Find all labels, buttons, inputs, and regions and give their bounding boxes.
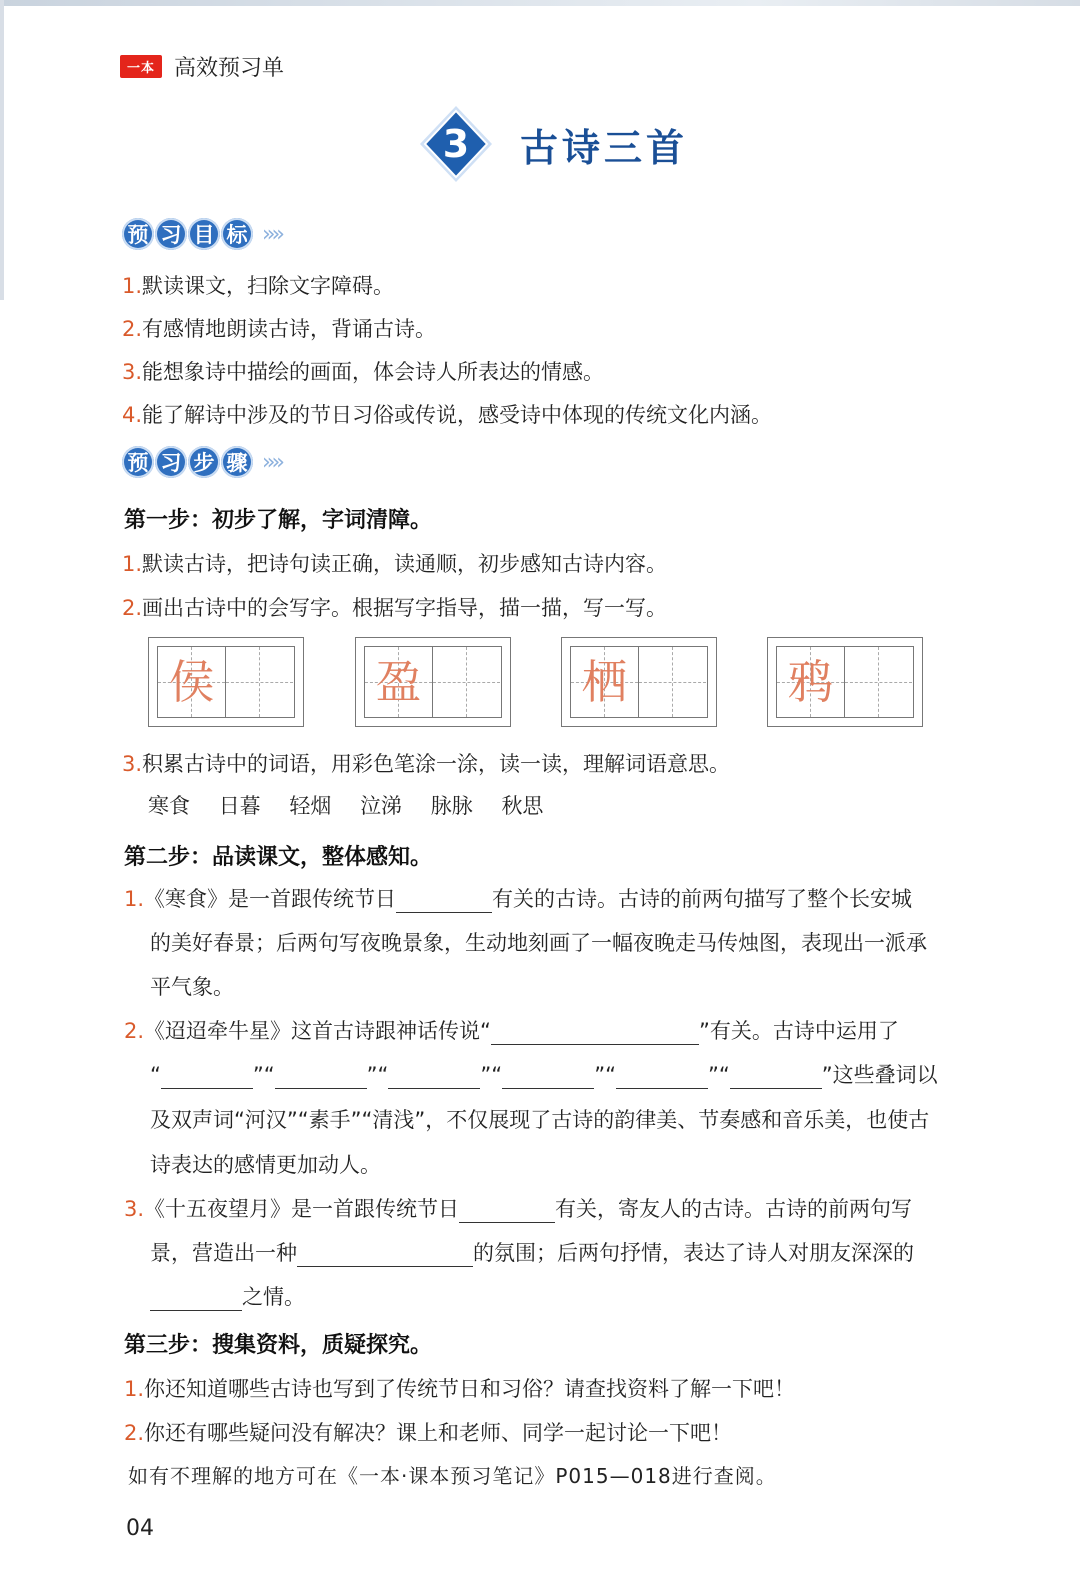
item-text: 有感情地朗读古诗，背诵古诗。 [142,317,437,341]
step1-title: 第一步：初步了解，字词清障。 [124,508,433,533]
goals-section-tag [122,217,281,251]
question-text: 有关，寄友人的古诗。古诗的前两句写 [555,1197,913,1221]
item-number: 1. [124,887,145,911]
item-number: 2. [124,1019,145,1043]
goal-item [122,313,436,343]
answer-blank[interactable] [297,1246,473,1267]
answer-blank[interactable] [396,892,492,913]
vocab-word[interactable]: 泣涕 [360,794,403,818]
step2-q3-line3 [150,1281,305,1311]
reference-note: 如有不理解的地方可在《一本·课本预习笔记》P015—018进行查阅。 [128,1464,777,1488]
tag-char: 骤 [221,446,253,478]
step3-item [124,1373,795,1403]
item-text: 积累古诗中的词语，用彩色笔涂一涂，读一读，理解词语意思。 [142,752,731,776]
vocab-word[interactable]: 寒食 [148,794,190,818]
item-text: 能了解诗中涉及的节日习俗或传说，感受诗中体现的传统文化内涵。 [142,403,773,427]
practice-cell[interactable] [226,647,293,717]
item-number: 3. [124,1197,145,1221]
vocab-list [148,790,565,820]
writing-grid[interactable] [767,637,923,727]
question-text: 《寒食》是一首跟传统节日 [144,887,397,911]
item-text: 默读古诗，把诗句读正确，读通顺，初步感知古诗内容。 [142,552,668,576]
step2-q1-line1 [124,883,912,913]
vocab-word[interactable]: 日暮 [218,794,261,818]
tag-char: 预 [122,446,154,478]
step1-item [122,748,730,778]
question-text: 《迢迢牵牛星》这首古诗跟神话传说“ [144,1019,491,1043]
trace-character: 侯 [168,655,215,709]
lesson-title-block [418,104,688,184]
step2-q3-line1 [124,1193,912,1223]
answer-blank[interactable] [388,1068,480,1089]
answer-blank[interactable] [150,1290,242,1311]
question-text: 有关的古诗。古诗的前两句描写了整个长安城 [492,887,913,911]
tag-char: 习 [155,446,187,478]
tag-char: 目 [188,218,220,250]
trace-character: 鸦 [787,655,834,709]
step2-q2-line1 [124,1015,899,1045]
item-number: 2. [124,1421,145,1445]
question-text: 的氛围；后两句抒情，表达了诗人对朋友深深的 [473,1241,914,1265]
lesson-number: 3 [442,122,470,166]
vocab-word[interactable]: 脉脉 [430,794,473,818]
item-text: 你还有哪些疑问没有解决？课上和老师、同学一起讨论一下吧！ [144,1421,733,1445]
trace-character: 盈 [375,655,422,709]
item-number: 3. [122,752,143,776]
item-number: 3. [122,360,143,384]
answer-blank[interactable] [502,1068,594,1089]
question-text: 景，营造出一种 [150,1241,297,1265]
brand-logo-badge: 一本 [120,55,162,78]
question-text: ”有关。古诗中运用了 [698,1019,899,1043]
item-number: 2. [122,596,143,620]
lesson-number-diamond-icon [418,104,494,184]
item-number: 2. [122,317,143,341]
lesson-title: 古诗三首 [520,125,689,170]
goal-item [122,399,772,429]
tag-char: 预 [122,218,154,250]
answer-blank[interactable] [491,1024,699,1045]
step2-q2-line2: “ ”“ ”“ ”“ ”“ ”“ ”这些叠词以 [150,1063,938,1087]
double-chevron-right-icon: »» [262,221,281,247]
double-chevron-right-icon: »» [262,449,281,475]
step2-q2-line3: 及双声词“河汉”“素手”“清浅”，不仅展现了古诗的韵律美、节奏感和音乐美，也使古 [150,1108,930,1132]
goal-item [122,356,604,386]
trace-character: 栖 [581,655,628,709]
item-text: 能想象诗中描绘的画面，体会诗人所表达的情感。 [142,360,605,384]
step1-item [122,548,667,578]
step2-q1-line3: 平气象。 [150,975,234,999]
item-number: 1. [122,274,143,298]
goal-item [122,270,394,300]
tag-char: 习 [155,218,187,250]
writing-grid[interactable] [148,637,304,727]
brand-name: 高效预习单 [174,55,285,81]
brand-header [120,52,284,80]
answer-blank[interactable] [275,1068,367,1089]
top-edge-strip [0,0,1080,6]
item-number: 4. [122,403,143,427]
answer-blank[interactable] [730,1068,822,1089]
item-number: 1. [122,552,143,576]
item-text: 画出古诗中的会写字。根据写字指导，描一描，写一写。 [142,596,668,620]
practice-cell[interactable] [845,647,912,717]
step2-q2-line4: 诗表达的感情更加动人。 [150,1153,381,1177]
left-edge-shade [0,0,4,300]
item-text: 默读课文，扫除文字障碍。 [142,274,395,298]
item-number: 1. [124,1377,145,1401]
answer-blank[interactable] [459,1202,555,1223]
writing-grid[interactable] [355,637,511,727]
step3-item [124,1417,732,1447]
practice-cell[interactable] [639,647,706,717]
step2-title: 第二步：品读课文，整体感知。 [124,845,433,870]
question-text: 之情。 [242,1285,305,1309]
tag-char: 标 [221,218,253,250]
vocab-word[interactable]: 轻烟 [289,794,332,818]
vocab-word[interactable]: 秋思 [501,794,544,818]
steps-section-tag [122,445,281,479]
tag-char: 步 [188,446,220,478]
page-number: 04 [126,1516,154,1541]
step1-item [122,592,667,622]
step3-title: 第三步：搜集资料，质疑探究。 [124,1333,433,1358]
answer-blank[interactable] [616,1068,708,1089]
answer-blank[interactable] [161,1068,253,1089]
step2-q1-line2: 的美好春景；后两句写夜晚景象，生动地刻画了一幅夜晚走马传烛图，表现出一派承 [150,931,927,955]
question-text: 《十五夜望月》是一首跟传统节日 [144,1197,460,1221]
practice-cell[interactable] [433,647,500,717]
step2-q3-line2 [150,1237,914,1267]
item-text: 你还知道哪些古诗也写到了传统节日和习俗？请查找资料了解一下吧！ [144,1377,796,1401]
writing-grid[interactable] [561,637,717,727]
